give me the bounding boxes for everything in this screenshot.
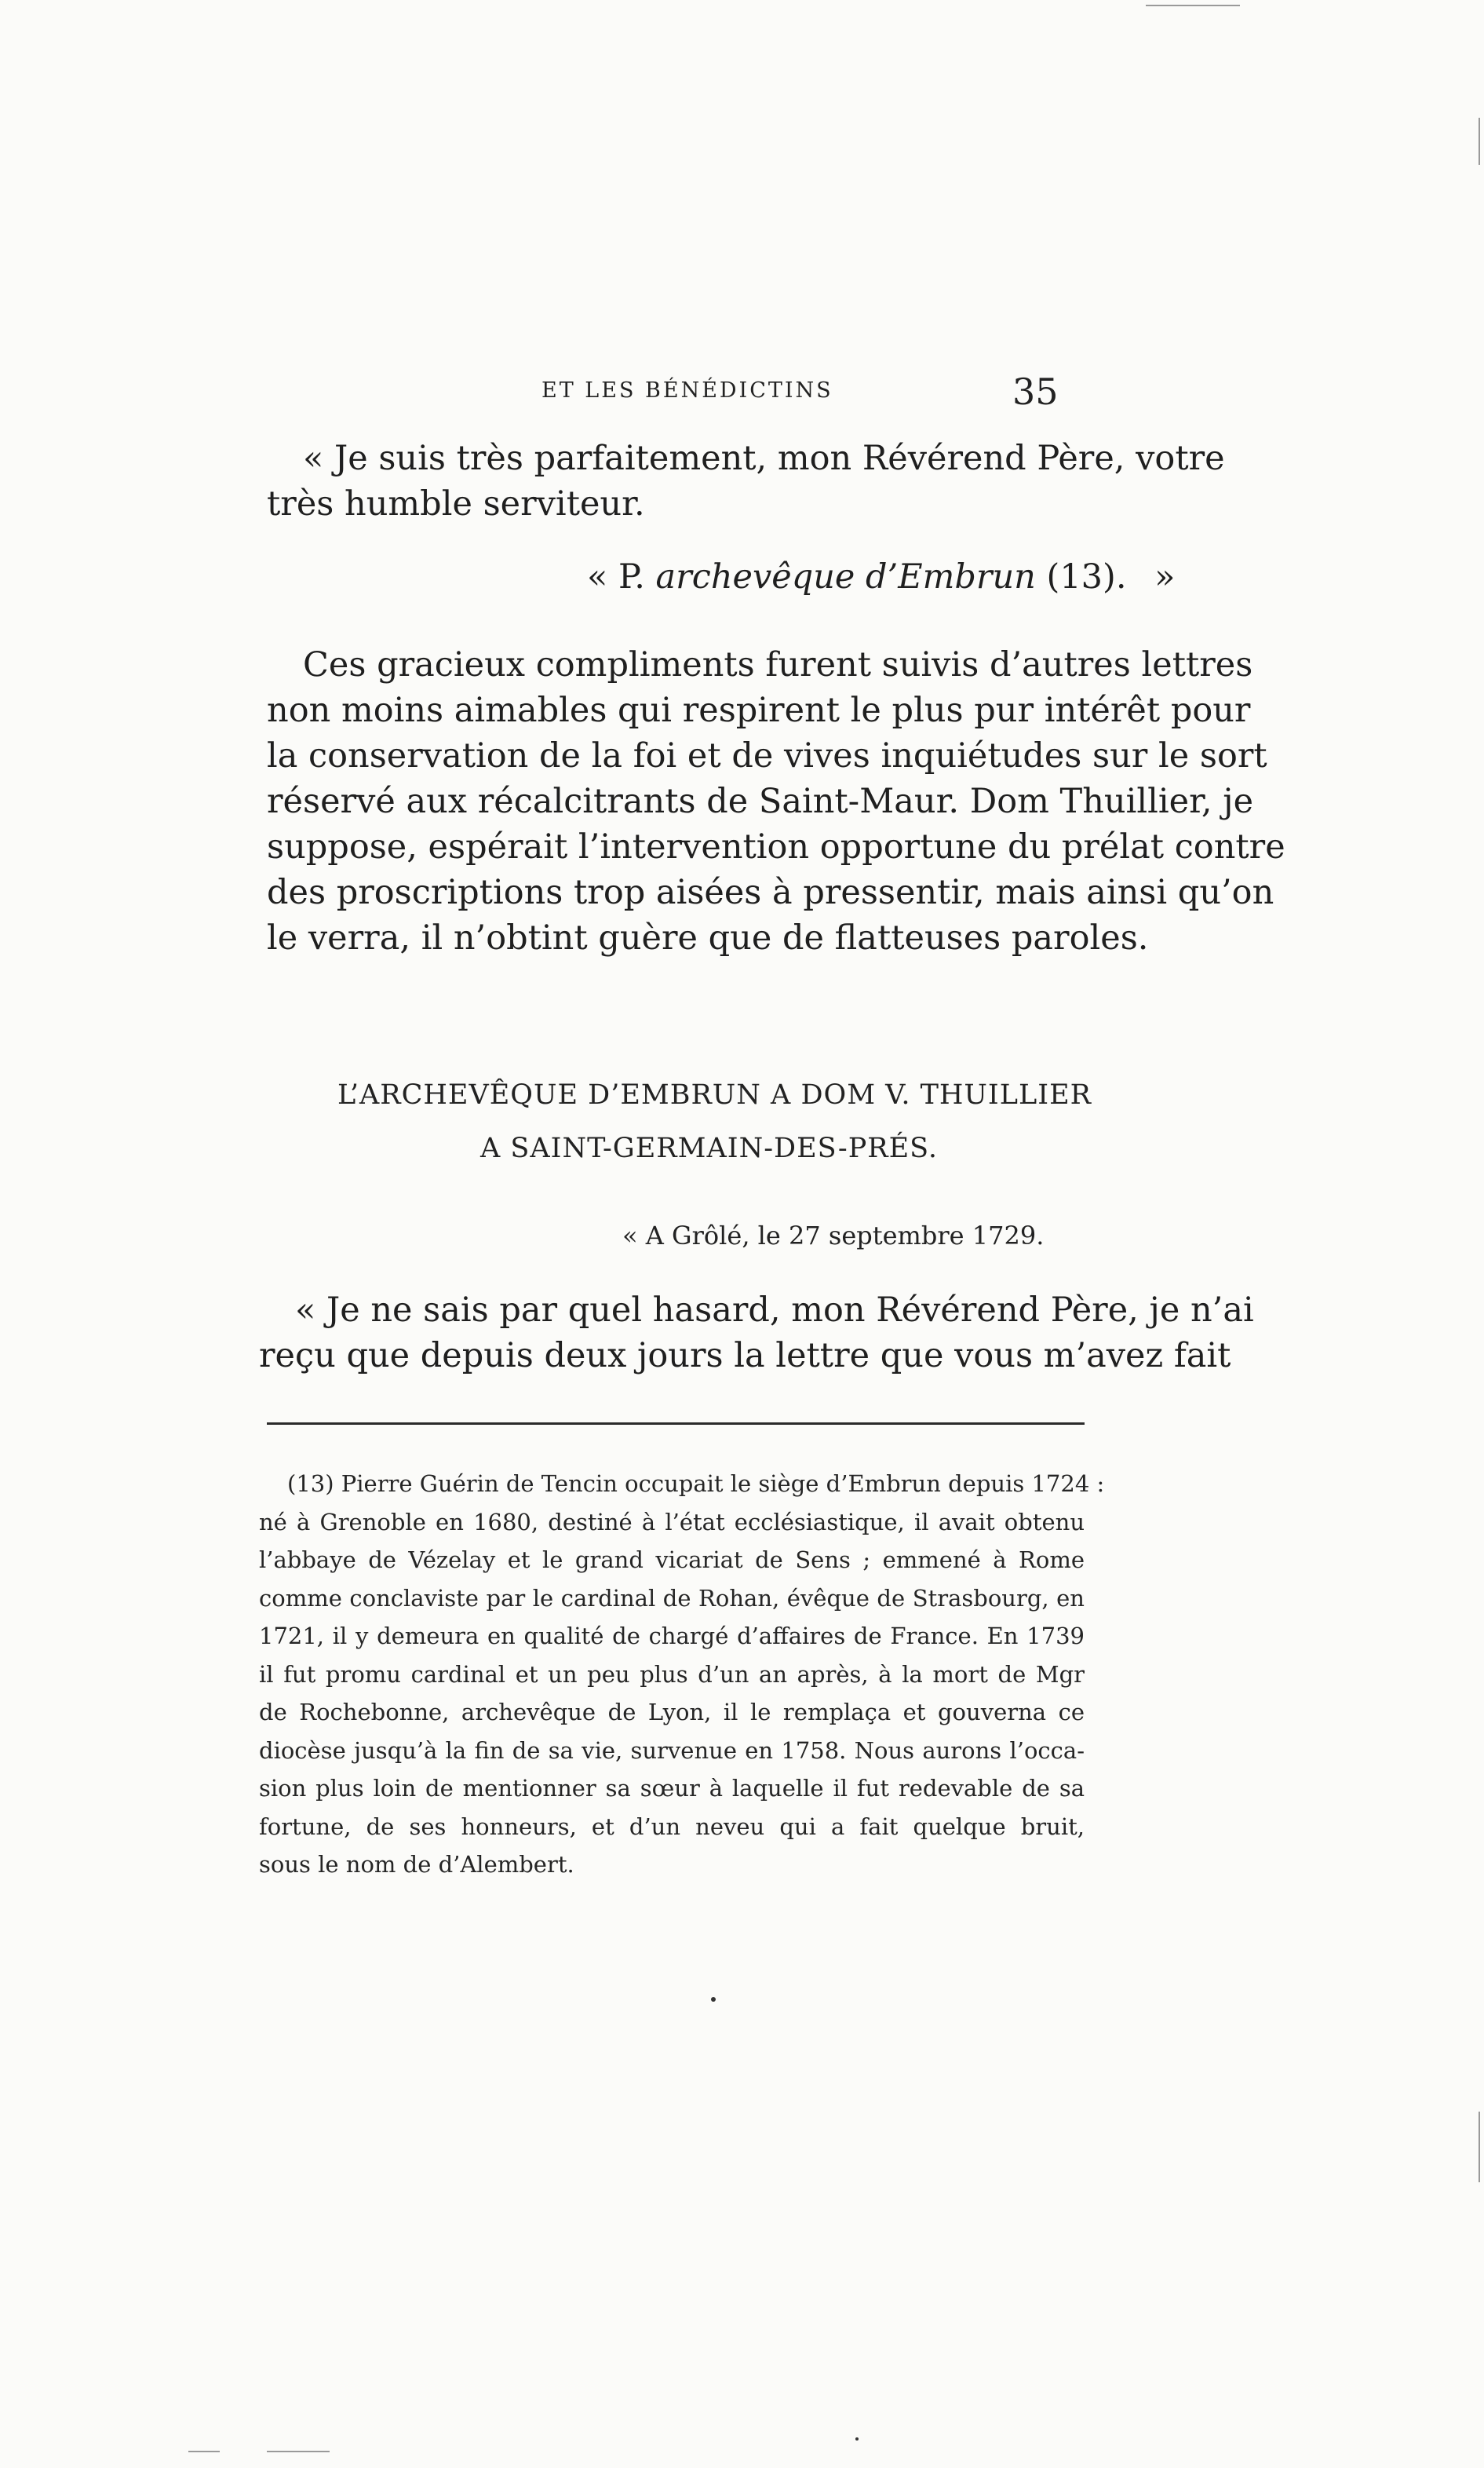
letter-close	[267, 436, 1225, 527]
paragraph-line: le verra, il n’obtint guère que de flatteuses paroles.	[267, 918, 1149, 958]
letter-start	[259, 1287, 1254, 1378]
section-heading-line-2: A SAINT-GERMAIN-DES-PRÉS.	[480, 1133, 939, 1164]
signature-close: »	[1154, 557, 1176, 597]
letter-start-line: « Je ne sais par quel hasard, mon Révérend Père, je n’ai	[295, 1291, 1254, 1330]
signature-prefix: « P.	[587, 557, 645, 597]
scan-edge-line	[1479, 118, 1480, 165]
scan-edge-line	[267, 2451, 330, 2452]
footnote-line: fortune, de ses honneurs, et d’un neveu qui a fait quelque bruit,	[259, 1813, 1085, 1840]
footnote-line: sion plus loin de mentionner sa sœur à laquelle il fut redevable de sa	[259, 1775, 1085, 1802]
paragraph-line: non moins aimables qui respirent le plus pur intérêt pour	[267, 691, 1251, 730]
paragraph-line: des proscriptions trop aisées à pressentir, mais ainsi qu’on	[267, 873, 1274, 912]
scan-speck	[711, 1997, 716, 2002]
scan-edge-line	[1146, 5, 1240, 6]
paragraph-line: suppose, espérait l’intervention opportune du prélat contre	[267, 827, 1285, 867]
footnote-line: sous le nom de d’Alembert.	[259, 1851, 574, 1878]
scan-speck	[855, 2437, 859, 2441]
footnote-line: l’abbaye de Vézelay et le grand vicariat de Sens ; emmené à Rome	[259, 1546, 1085, 1573]
dateline: « A Grôlé, le 27 septembre 1729.	[622, 1221, 1045, 1250]
running-head: ET LES BÉNÉDICTINS	[541, 378, 833, 403]
footnote-line: de Rochebonne, archevêque de Lyon, il le remplaça et gouverna ce	[259, 1699, 1085, 1725]
footnote-line: (13) Pierre Guérin de Tencin occupait le siège d’Embrun depuis 1724 :	[287, 1470, 1105, 1497]
footnote-line: né à Grenoble en 1680, destiné à l’état ecclésiastique, il avait obtenu	[259, 1508, 1085, 1535]
body-paragraph	[267, 642, 1285, 961]
footnote	[259, 1465, 1105, 1884]
footnote-line: diocèse jusqu’à la fin de sa vie, survenue en 1758. Nous aurons l’occa-	[259, 1736, 1085, 1764]
signature-title: archevêque d’Embrun	[655, 557, 1036, 597]
footnote-reference: (13).	[1046, 557, 1127, 597]
paragraph-line: réservé aux récalcitrants de Saint-Maur. Dom Thuillier, je	[267, 782, 1254, 821]
scan-edge-line	[1479, 2112, 1480, 2182]
paragraph-line: Ces gracieux compliments furent suivis d’autres lettres	[303, 645, 1253, 685]
page-number: 35	[1012, 371, 1059, 413]
paragraph-line: la conservation de la foi et de vives inquiétudes sur le sort	[267, 736, 1267, 776]
footnote-line: comme conclaviste par le cardinal de Rohan, évêque de Strasbourg, en	[259, 1584, 1085, 1612]
scan-edge-line	[188, 2451, 220, 2452]
letter-close-line: très humble serviteur.	[267, 484, 645, 524]
footnote-rule	[267, 1422, 1085, 1425]
signature	[587, 554, 1175, 600]
section-heading-line-1: L’ARCHEVÊQUE D’EMBRUN A DOM V. THUILLIER	[337, 1079, 1092, 1111]
footnote-line: 1721, il y demeura en qualité de chargé d’affaires de France. En 1739	[259, 1623, 1085, 1649]
letter-start-line: reçu que depuis deux jours la lettre que vous m’avez fait	[259, 1336, 1231, 1375]
footnote-line: il fut promu cardinal et un peu plus d’un an après, à la mort de Mgr	[259, 1660, 1085, 1688]
letter-close-line: « Je suis très parfaitement, mon Révérend Père, votre	[303, 439, 1225, 478]
